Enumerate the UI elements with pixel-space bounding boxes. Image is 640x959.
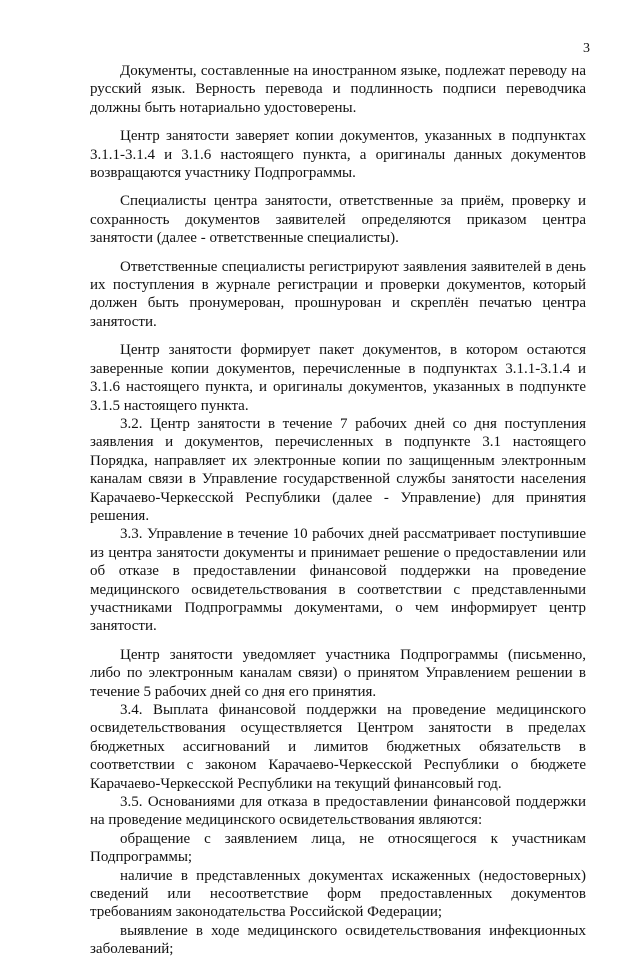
paragraph-3-4: 3.4. Выплата финансовой поддержки на проведение медицинского освидетельствования осуществляется Центром занятости в пределах бюджетных ассигнований и лимитов бюджетных обязательств в соответствии с законом Карачаево-Черкесской Республики о бюджете Карачаево-Черкесской Республики на текущий финансовый год.: [90, 702, 586, 792]
paragraph-3-5: 3.5. Основаниями для отказа в предоставлении финансовой поддержки на проведение медицинского освидетельствования являются:: [90, 794, 586, 829]
paragraph-responsible-specialists: Специалисты центра занятости, ответственные за приём, проверку и сохранность документов заявителей определяются приказом центра занятости (далее - ответственные специалисты).: [90, 193, 586, 247]
paragraph-foreign-documents: Документы, составленные на иностранном языке, подлежат переводу на русский язык. Верность перевода и подлинность подписи переводчика должны быть нотариально удостоверены.: [90, 63, 586, 116]
paragraph-document-package: Центр занятости формирует пакет документов, в котором остаются заверенные копии документов, перечисленные в подпунктах 3.1.1-3.1.4 и 3.1.6 настоящего пункта, и оригиналы документов, указанных в подпункте 3.1.5 настоящего пункта.: [90, 342, 586, 414]
paragraph-3-3: 3.3. Управление в течение 10 рабочих дней рассматривает поступившие из центра занятости документы и принимает решение о предоставлении или об отказе в предоставлении финансовой поддержки на проведение медицинского освидетельствования в соответствии с представленными участниками Подпрограммы документами, о чем информирует центр занятости.: [90, 526, 586, 635]
document-body: [90, 62, 586, 959]
paragraph-registration: Ответственные специалисты регистрируют заявления заявителей в день их поступления в журнале регистрации и проверки документов, который должен быть пронумерован, прошнурован и скреплён печатью центра занятости.: [90, 258, 586, 330]
paragraph-3-2: 3.2. Центр занятости в течение 7 рабочих дней со дня поступления заявления и документов, перечисленных в подпункте 3.1 настоящего Порядка, направляет их электронные копии по защищенным электронным каналам связи в Управление государственной службы занятости населения Карачаево-Черкесской Республики (далее - Управление) для принятия решения.: [90, 415, 586, 524]
page-number: 3: [583, 41, 590, 56]
refusal-reason-1: обращение с заявлением лица, не относящегося к участникам Подпрограммы;: [90, 830, 586, 866]
paragraph-copies-certification: Центр занятости заверяет копии документов, указанных в подпунктах 3.1.1-3.1.4 и 3.1.6 настоящего пункта, а оригиналы данных документов возвращаются участнику Подпрограммы.: [90, 128, 586, 182]
paragraph-notification: Центр занятости уведомляет участника Подпрограммы (письменно, либо по электронным каналам связи) о принятом Управлением решении в течение 5 рабочих дней со дня его принятия.: [90, 646, 586, 700]
refusal-reason-2: наличие в представленных документах искаженных (недостоверных) сведений или несоответствие форм предоставленных документов требованиям законодательства Российской Федерации;: [90, 867, 586, 921]
refusal-reason-3: выявление в ходе медицинского освидетельствования инфекционных заболеваний;: [90, 922, 586, 958]
